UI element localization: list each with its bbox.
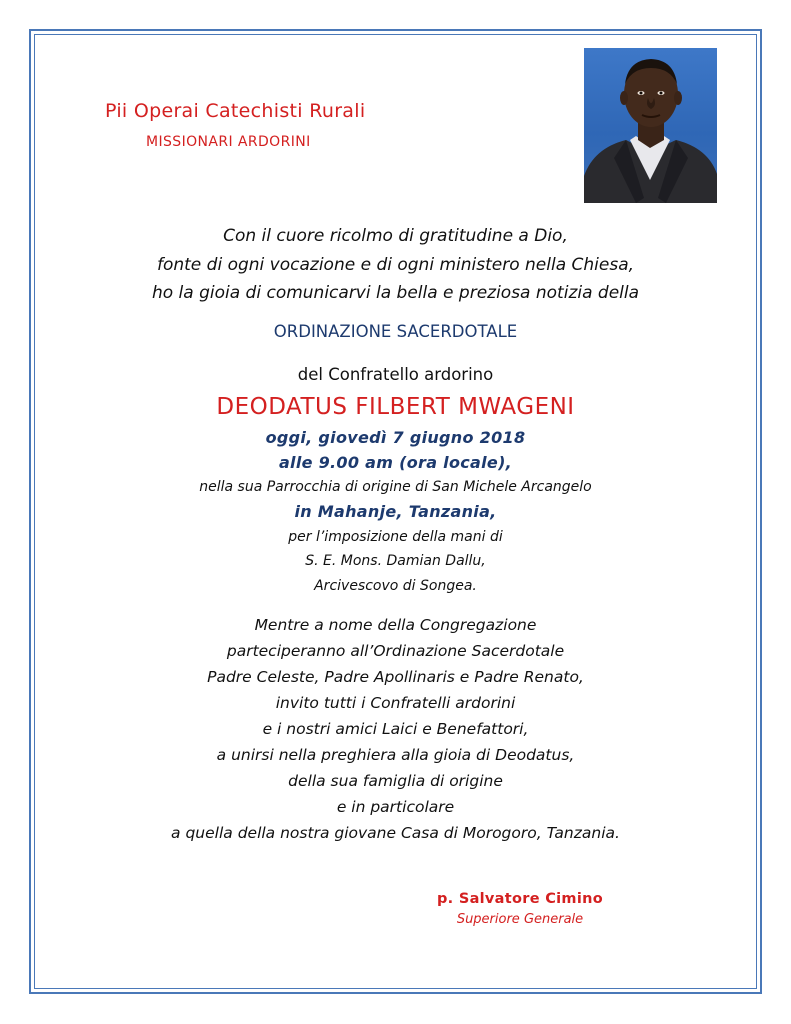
body-line: a unirsi nella preghiera alla gioia di Deodatus, <box>216 746 575 764</box>
signatory-name: p. Salvatore Cimino <box>437 891 603 907</box>
body-line: parteciperanno all’Ordinazione Sacerdotale <box>226 642 565 660</box>
portrait-photo-icon <box>584 48 717 203</box>
intro-line: fonte di ogni vocazione e di ogni ministero nella Chiesa, <box>156 254 635 275</box>
imposition-block <box>40 525 751 599</box>
intro-line: Con il cuore ricolmo di gratitudine a Dio, <box>223 226 568 246</box>
invitation-paragraph <box>40 612 751 846</box>
date-line: oggi, giovedì 7 giugno 2018 <box>265 427 526 447</box>
body-line: e i nostri amici Laici e Benefattori, <box>262 720 529 738</box>
imposition-line: Arcivescovo di Songea. <box>314 577 477 594</box>
body-line: a quella della nostra giovane Casa di Morogoro, Tanzania. <box>171 824 620 842</box>
parish-line: nella sua Parrocchia di origine di San Michele Arcangelo <box>199 478 592 495</box>
body-line: Mentre a nome della Congregazione <box>254 616 537 634</box>
signature-block <box>420 888 620 930</box>
time-line: alle 9.00 am (ora locale), <box>278 452 513 472</box>
confratello-line: del Confratello ardorino <box>297 364 494 384</box>
body-line: e in particolare <box>336 798 455 816</box>
body-line: invito tutti i Confratelli ardorini <box>275 694 516 712</box>
place-line: in Mahanje, Tanzania, <box>294 501 497 521</box>
signatory-role: Superiore Generale <box>456 912 584 927</box>
announcement-body <box>40 222 751 846</box>
body-line: Padre Celeste, Padre Apollinaris e Padre Renato, <box>207 668 584 686</box>
ordinand-name: DEODATUS FILBERT MWAGENI <box>216 393 575 420</box>
body-line: della sua famiglia di origine <box>288 772 503 790</box>
portrait-photo <box>584 48 717 203</box>
organization-name: Pii Operai Catechisti Rurali <box>105 100 366 122</box>
intro-paragraph <box>40 222 751 308</box>
organization-subtitle: MISSIONARI ARDORINI <box>146 134 311 150</box>
ordination-title: ORDINAZIONE SACERDOTALE <box>273 321 518 341</box>
intro-line: ho la gioia di comunicarvi la bella e preziosa notizia della <box>151 283 640 303</box>
imposition-line: per l’imposizione della mani di <box>288 528 503 545</box>
imposition-line: S. E. Mons. Damian Dallu, <box>305 553 486 569</box>
